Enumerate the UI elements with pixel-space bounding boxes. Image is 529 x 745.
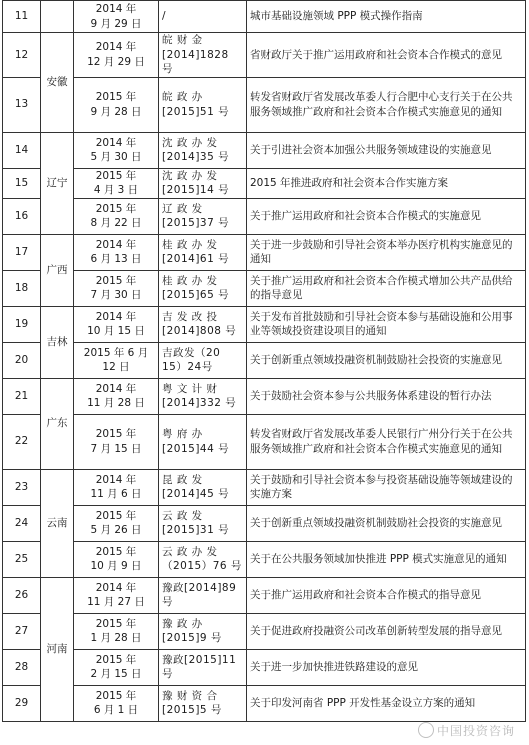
row-number-cell: 21 [3,378,41,414]
table-row [3,414,526,469]
row-number-cell: 22 [3,414,41,469]
policy-title-cell: 关于进一步加快推进铁路建设的意见 [247,649,526,685]
table-row [3,132,526,168]
province-cell [41,1,74,33]
document-number-cell: 粤 文 计 财 [2014]332 号 [159,378,247,414]
table-row [3,33,526,78]
document-number-cell: 皖 政 办 [2015]51 号 [159,77,247,132]
policy-table-body [3,1,526,722]
policy-table [2,0,526,722]
issue-date-cell: 2015 年 2 月 15 日 [74,649,159,685]
policy-title-cell: 转发省财政厅省发展改革委人行合肥中心支行关于在公共服务领域推广政府和社会资本合作模式实施意见的通知 [247,77,526,132]
document-number-cell: 沈 政 办 发 [2014]35 号 [159,132,247,168]
issue-date-cell: 2015 年 8 月 22 日 [74,198,159,234]
document-number-cell: / [159,1,247,33]
table-row [3,198,526,234]
province-cell: 吉林 [41,306,74,378]
issue-date-cell: 2014 年 6 月 13 日 [74,234,159,270]
issue-date-cell: 2014 年 10 月 15 日 [74,306,159,342]
table-row [3,541,526,577]
document-number-cell: 云 政 发 [2015]31 号 [159,505,247,541]
policy-title-cell: 2015 年推进政府和社会资本合作实施方案 [247,168,526,198]
table-row [3,469,526,505]
issue-date-cell: 2014 年 9 月 29 日 [74,1,159,33]
table-row [3,168,526,198]
issue-date-cell: 2015 年 5 月 26 日 [74,505,159,541]
row-number-cell: 18 [3,270,41,306]
document-number-cell: 皖 财 金 [2014]1828 号 [159,33,247,78]
policy-title-cell: 关于创新重点领域投融资机制鼓励社会投资的实施意见 [247,505,526,541]
policy-title-cell: 关于在公共服务领域加快推进 PPP 模式实施意见的通知 [247,541,526,577]
row-number-cell: 13 [3,77,41,132]
province-cell: 安徽 [41,33,74,133]
document-number-cell: 桂 政 办 发 [2015]65 号 [159,270,247,306]
table-row [3,306,526,342]
table-row [3,342,526,378]
policy-title-cell: 关于进一步鼓励和引导社会资本举办医疗机构实施意见的通知 [247,234,526,270]
watermark [418,722,515,739]
policy-title-cell: 关于推广运用政府和社会资本合作模式的实施意见 [247,198,526,234]
table-row [3,77,526,132]
row-number-cell: 19 [3,306,41,342]
issue-date-cell: 2015 年 4 月 3 日 [74,168,159,198]
row-number-cell: 14 [3,132,41,168]
document-number-cell: 昆 政 发 [2014]45 号 [159,469,247,505]
wechat-logo-icon [418,722,434,738]
document-number-cell: 吉政发（20 15）24号 [159,342,247,378]
policy-title-cell: 关于印发河南省 PPP 开发性基金设立方案的通知 [247,685,526,721]
province-cell: 广西 [41,234,74,306]
document-number-cell: 吉 发 改 投 [2014]808 号 [159,306,247,342]
policy-title-cell: 关于引进社会资本加强公共服务领域建设的实施意见 [247,132,526,168]
table-row [3,649,526,685]
table-row [3,378,526,414]
row-number-cell: 26 [3,577,41,613]
policy-title-cell: 关于推广运用政府和社会资本合作模式增加公共产品供给的指导意见 [247,270,526,306]
row-number-cell: 27 [3,613,41,649]
row-number-cell: 24 [3,505,41,541]
province-cell: 河南 [41,577,74,721]
row-number-cell: 15 [3,168,41,198]
issue-date-cell: 2014 年 5 月 30 日 [74,132,159,168]
policy-title-cell: 关于发布首批鼓励和引导社会资本参与基础设施和公用事业等领域投资建设项目的通知 [247,306,526,342]
row-number-cell: 17 [3,234,41,270]
table-row [3,613,526,649]
document-number-cell: 粤 府 办 [2015]44 号 [159,414,247,469]
row-number-cell: 23 [3,469,41,505]
document-number-cell: 桂 政 办 发 [2014]61 号 [159,234,247,270]
document-number-cell: 豫 政 办 [2015]9 号 [159,613,247,649]
policy-title-cell: 关于鼓励和引导社会资本参与投资基础设施等领域建设的实施方案 [247,469,526,505]
province-cell: 辽宁 [41,132,74,234]
table-row [3,577,526,613]
table-row [3,505,526,541]
row-number-cell: 28 [3,649,41,685]
province-cell: 云南 [41,469,74,577]
province-cell: 广东 [41,378,74,469]
row-number-cell: 16 [3,198,41,234]
issue-date-cell: 2014 年 12 月 29 日 [74,33,159,78]
document-number-cell: 豫政[2015]11 号 [159,649,247,685]
document-number-cell: 沈 政 办 发 [2015]14 号 [159,168,247,198]
policy-title-cell: 关于鼓励社会资本参与公共服务体系建设的暂行办法 [247,378,526,414]
policy-title-cell: 城市基础设施领域 PPP 模式操作指南 [247,1,526,33]
row-number-cell: 25 [3,541,41,577]
document-number-cell: 辽 政 发 [2015]37 号 [159,198,247,234]
document-number-cell: 豫 财 资 合 [2015]5 号 [159,685,247,721]
issue-date-cell: 2015 年 9 月 28 日 [74,77,159,132]
issue-date-cell: 2014 年 11 月 28 日 [74,378,159,414]
issue-date-cell: 2015 年 1 月 28 日 [74,613,159,649]
policy-title-cell: 转发省财政厅省发展改革委人民银行广州分行关于在公共服务领域推广政府和社会资本合作模式实施意见的通知 [247,414,526,469]
row-number-cell: 29 [3,685,41,721]
document-number-cell: 云 政 办 发 （2015）76 号 [159,541,247,577]
issue-date-cell: 2015 年 7 月 15 日 [74,414,159,469]
table-row [3,270,526,306]
issue-date-cell: 2015 年 7 月 30 日 [74,270,159,306]
row-number-cell: 12 [3,33,41,78]
table-row [3,234,526,270]
issue-date-cell: 2015 年 6 月 12 日 [74,342,159,378]
document-number-cell: 豫政[2014]89 号 [159,577,247,613]
policy-title-cell: 关于促进政府投融资公司改革创新转型发展的指导意见 [247,613,526,649]
issue-date-cell: 2015 年 6 月 1 日 [74,685,159,721]
row-number-cell: 20 [3,342,41,378]
table-row [3,685,526,721]
row-number-cell: 11 [3,1,41,33]
policy-title-cell: 关于创新重点领域投融资机制鼓励社会投资的实施意见 [247,342,526,378]
watermark-text: 中国投资咨询 [436,724,515,738]
policy-title-cell: 省财政厅关于推广运用政府和社会资本合作模式的意见 [247,33,526,78]
table-row [3,1,526,33]
issue-date-cell: 2015 年 10 月 9 日 [74,541,159,577]
issue-date-cell: 2014 年 11 月 6 日 [74,469,159,505]
issue-date-cell: 2014 年 11 月 27 日 [74,577,159,613]
policy-title-cell: 关于推广运用政府和社会资本合作模式的指导意见 [247,577,526,613]
